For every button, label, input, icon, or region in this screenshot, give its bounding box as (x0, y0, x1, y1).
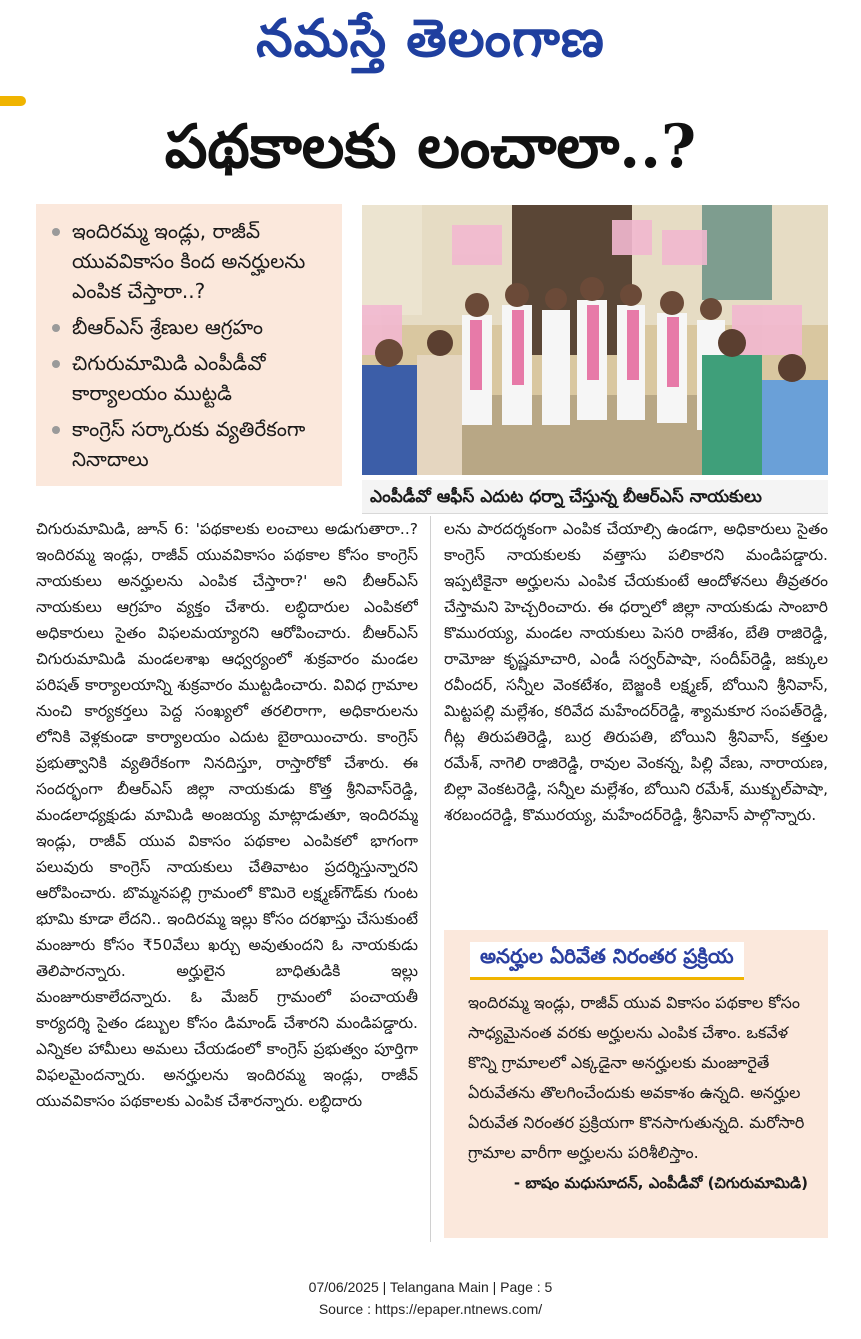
source-link[interactable]: Source : https://epaper.ntnews.com/ (318, 1301, 543, 1317)
newspaper-logo: నమస్తే తెలంగాణ (256, 8, 605, 69)
quote-box-text: ఇందిరమ్మ ఇండ్లు, రాజీవ్ యువ వికాసం పథకాల కోసం సాధ్యమైనంత వరకు అర్హులను ఎంపిక చేశాం. ఒకవేళ కొన్ని గ్రామాలలో ఎక్కడైనా అనర్హులకు మంజూరైతే ఏరువేతను తొలగించేందుకు అవకాశం ఉన్నది. అనర్హుల ఏరువేత నిరంతర ప్రక్రియగా కొనసాగుతున్నది. మరోసారి గ్రామాల వారీగా అర్హులను పరిశీలిస్తాం. (468, 993, 805, 1162)
highlights-list (48, 216, 328, 474)
accent-bar (0, 96, 26, 106)
quote-attribution: - బాషం మధుసూదన్, ఎంపీడీవో (చిగురుమామిడి) (513, 1174, 808, 1192)
highlight-item: కాంగ్రెస్ సర్కారుకు వ్యతిరేకంగా నినాదాలు (48, 414, 328, 474)
photo-caption: ఎంపీడీవో ఆఫీస్ ఎదుట ధర్నా చేస్తున్న బీఆర్‌ఎస్ నాయకులు (362, 480, 828, 514)
highlight-item: చిగురుమామిడి ఎంపీడీవో కార్యాలయం ముట్టడి (48, 348, 328, 408)
article-column-left: చిగురుమామిడి, జూన్ 6: 'పథకాలకు లంచాలు అడుగుతారా..? ఇందిరమ్మ ఇండ్లు, రాజీవ్ యువవికాసం పథకాల కోసం కాంగ్రెస్ నాయకులు అనర్హులను ఎంపిక చేస్తారా?' అని బీఆర్‌ఎస్ నాయకులు ఆగ్రహం వ్యక్తం చేశారు. లబ్ధిదారుల ఎంపికలో అధికారులు సైతం విఫలమయ్యారని ఆరోపించారు. బీఆర్‌ఎస్ చిగురుమామిడి మండలశాఖ ఆధ్వర్యంలో శుక్రవారం మండల పరిషత్ కార్యాలయాన్ని శుక్రవారం ముట్టడించారు. వివిధ గ్రామాల నుంచి కార్యకర్తలు పెద్ద సంఖ్యలో తరలిరాగా, అధికారులను లోనికి వెళ్లకుండా కార్యాలయం ఎదుట బైఠాయించారు. కాంగ్రెస్ ప్రభుత్వానికి వ్యతిరేకంగా నినదిస్తూ, రాస్తారోకో చేశారు. ఈ సందర్భంగా బీఆర్‌ఎస్ జిల్లా నాయకుడు కొత్త శ్రీనివాస్‌రెడ్డి, మండలాధ్యక్షుడు మామిడి అంజయ్య మాట్లాడుతూ, ఇందిరమ్మ ఇండ్లు, రాజీవ్ యువ వికాసం పథకాల ఎంపికలో భాగంగా పలువురు కాంగ్రెస్ నాయకులు చేతివాటం ప్రదర్శిస్తున్నారని ఆరోపించారు. బొమ్మనపల్లి గ్రామంలో కొమిరె లక్ష్మణ్‌గౌడ్‌కు గుంట భూమి కూడా లేదని.. ఇందిరమ్మ ఇల్లు కోసం దరఖాస్తు చేసుకుంటే మంజూరు కోసం ₹50వేలు ఖర్చు అవుతుందని ఓ నాయకుడు తెలిపారన్నారు. అర్హులైన బాధితుడికి ఇల్లు మంజూరుకాలేదన్నారు. ఓ మేజర్ గ్రామంలో పంచాయతీ కార్యదర్శి సైతం డబ్బుల కోసం డిమాండ్ చేశారని మండిపడ్డారు. ఎన్నికల హామీలు అమలు చేయడంలో కాంగ్రెస్ ప్రభుత్వం పూర్తిగా విఫలమైందన్నారు. అనర్హులను ఇందిరమ్మ ఇండ్లు, రాజీవ్ యువవికాసం పథకాలకు ఎంపిక చేశారన్నారు. లబ్ధిదారు (36, 520, 418, 1110)
protest-photo-illustration (362, 205, 828, 475)
highlight-item: ఇందిరమ్మ ఇండ్లు, రాజీవ్ యువవికాసం కింద అనర్హులను ఎంపిక చేస్తారా..? (48, 216, 328, 306)
official-quote-box (444, 930, 828, 1238)
quote-box-title: అనర్హుల ఏరివేత నిరంతర ప్రక్రియ (470, 942, 744, 980)
edition-info: 07/06/2025 | Telangana Main | Page : 5 (308, 1279, 553, 1295)
masthead (0, 0, 861, 100)
page-footer (0, 1276, 861, 1320)
news-photo (362, 205, 828, 475)
article-column-right: లను పారదర్శకంగా ఎంపిక చేయాల్సి ఉండగా, అధికారులు సైతం కాంగ్రెస్ నాయకులకు వత్తాసు పలికారని మండిపడ్డారు. ఇప్పటికైనా అర్హులను ఎంపిక చేయకుంటే ఆందోళనలు తీవ్రతరం చేస్తామని హెచ్చరించారు. ఈ ధర్నాలో జిల్లా నాయకుడు సాంబారి కొమురయ్య, మండల నాయకులు పెసరి రాజేశం, బేతి రాజిరెడ్డి, రామోజు కృష్ణమాచారి, ఎండీ సర్వర్‌పాషా, సందీప్‌రెడ్డి, జక్కుల రవీందర్, సన్నీల వెంకటేశం, బెజ్జంకి లక్ష్మణ్, బోయిని శ్రీనివాస్, మిట్టపల్లి మల్లేశం, కరివేద మహేందర్‌రెడ్డి, శ్యామకూర సంపత్‌రెడ్డి, గీట్ల తిరుపతిరెడ్డి, బుర్ర తిరుపతి, బోయిని శ్రీనివాస్, కత్తుల రమేశ్, నాగెలి రాజిరెడ్డి, రావుల వెంకన్న, పిల్లి వేణు, నారాయణ, బిల్లా వెంకటరెడ్డి, సన్నీల మల్లేశం, బోయిని రమేశ్, ముక్బుల్‌పాషా, శరబందరెడ్డి, కొమురయ్య, మహేందర్‌రెడ్డి, శ్రీనివాస్ పాల్గొన్నారు. (444, 520, 828, 824)
highlights-box (36, 204, 342, 486)
highlight-item: బీఆర్‌ఎస్ శ్రేణుల ఆగ్రహం (48, 312, 328, 342)
headline: పథకాలకు లంచాలా..? (164, 112, 697, 182)
column-divider (430, 516, 431, 1242)
